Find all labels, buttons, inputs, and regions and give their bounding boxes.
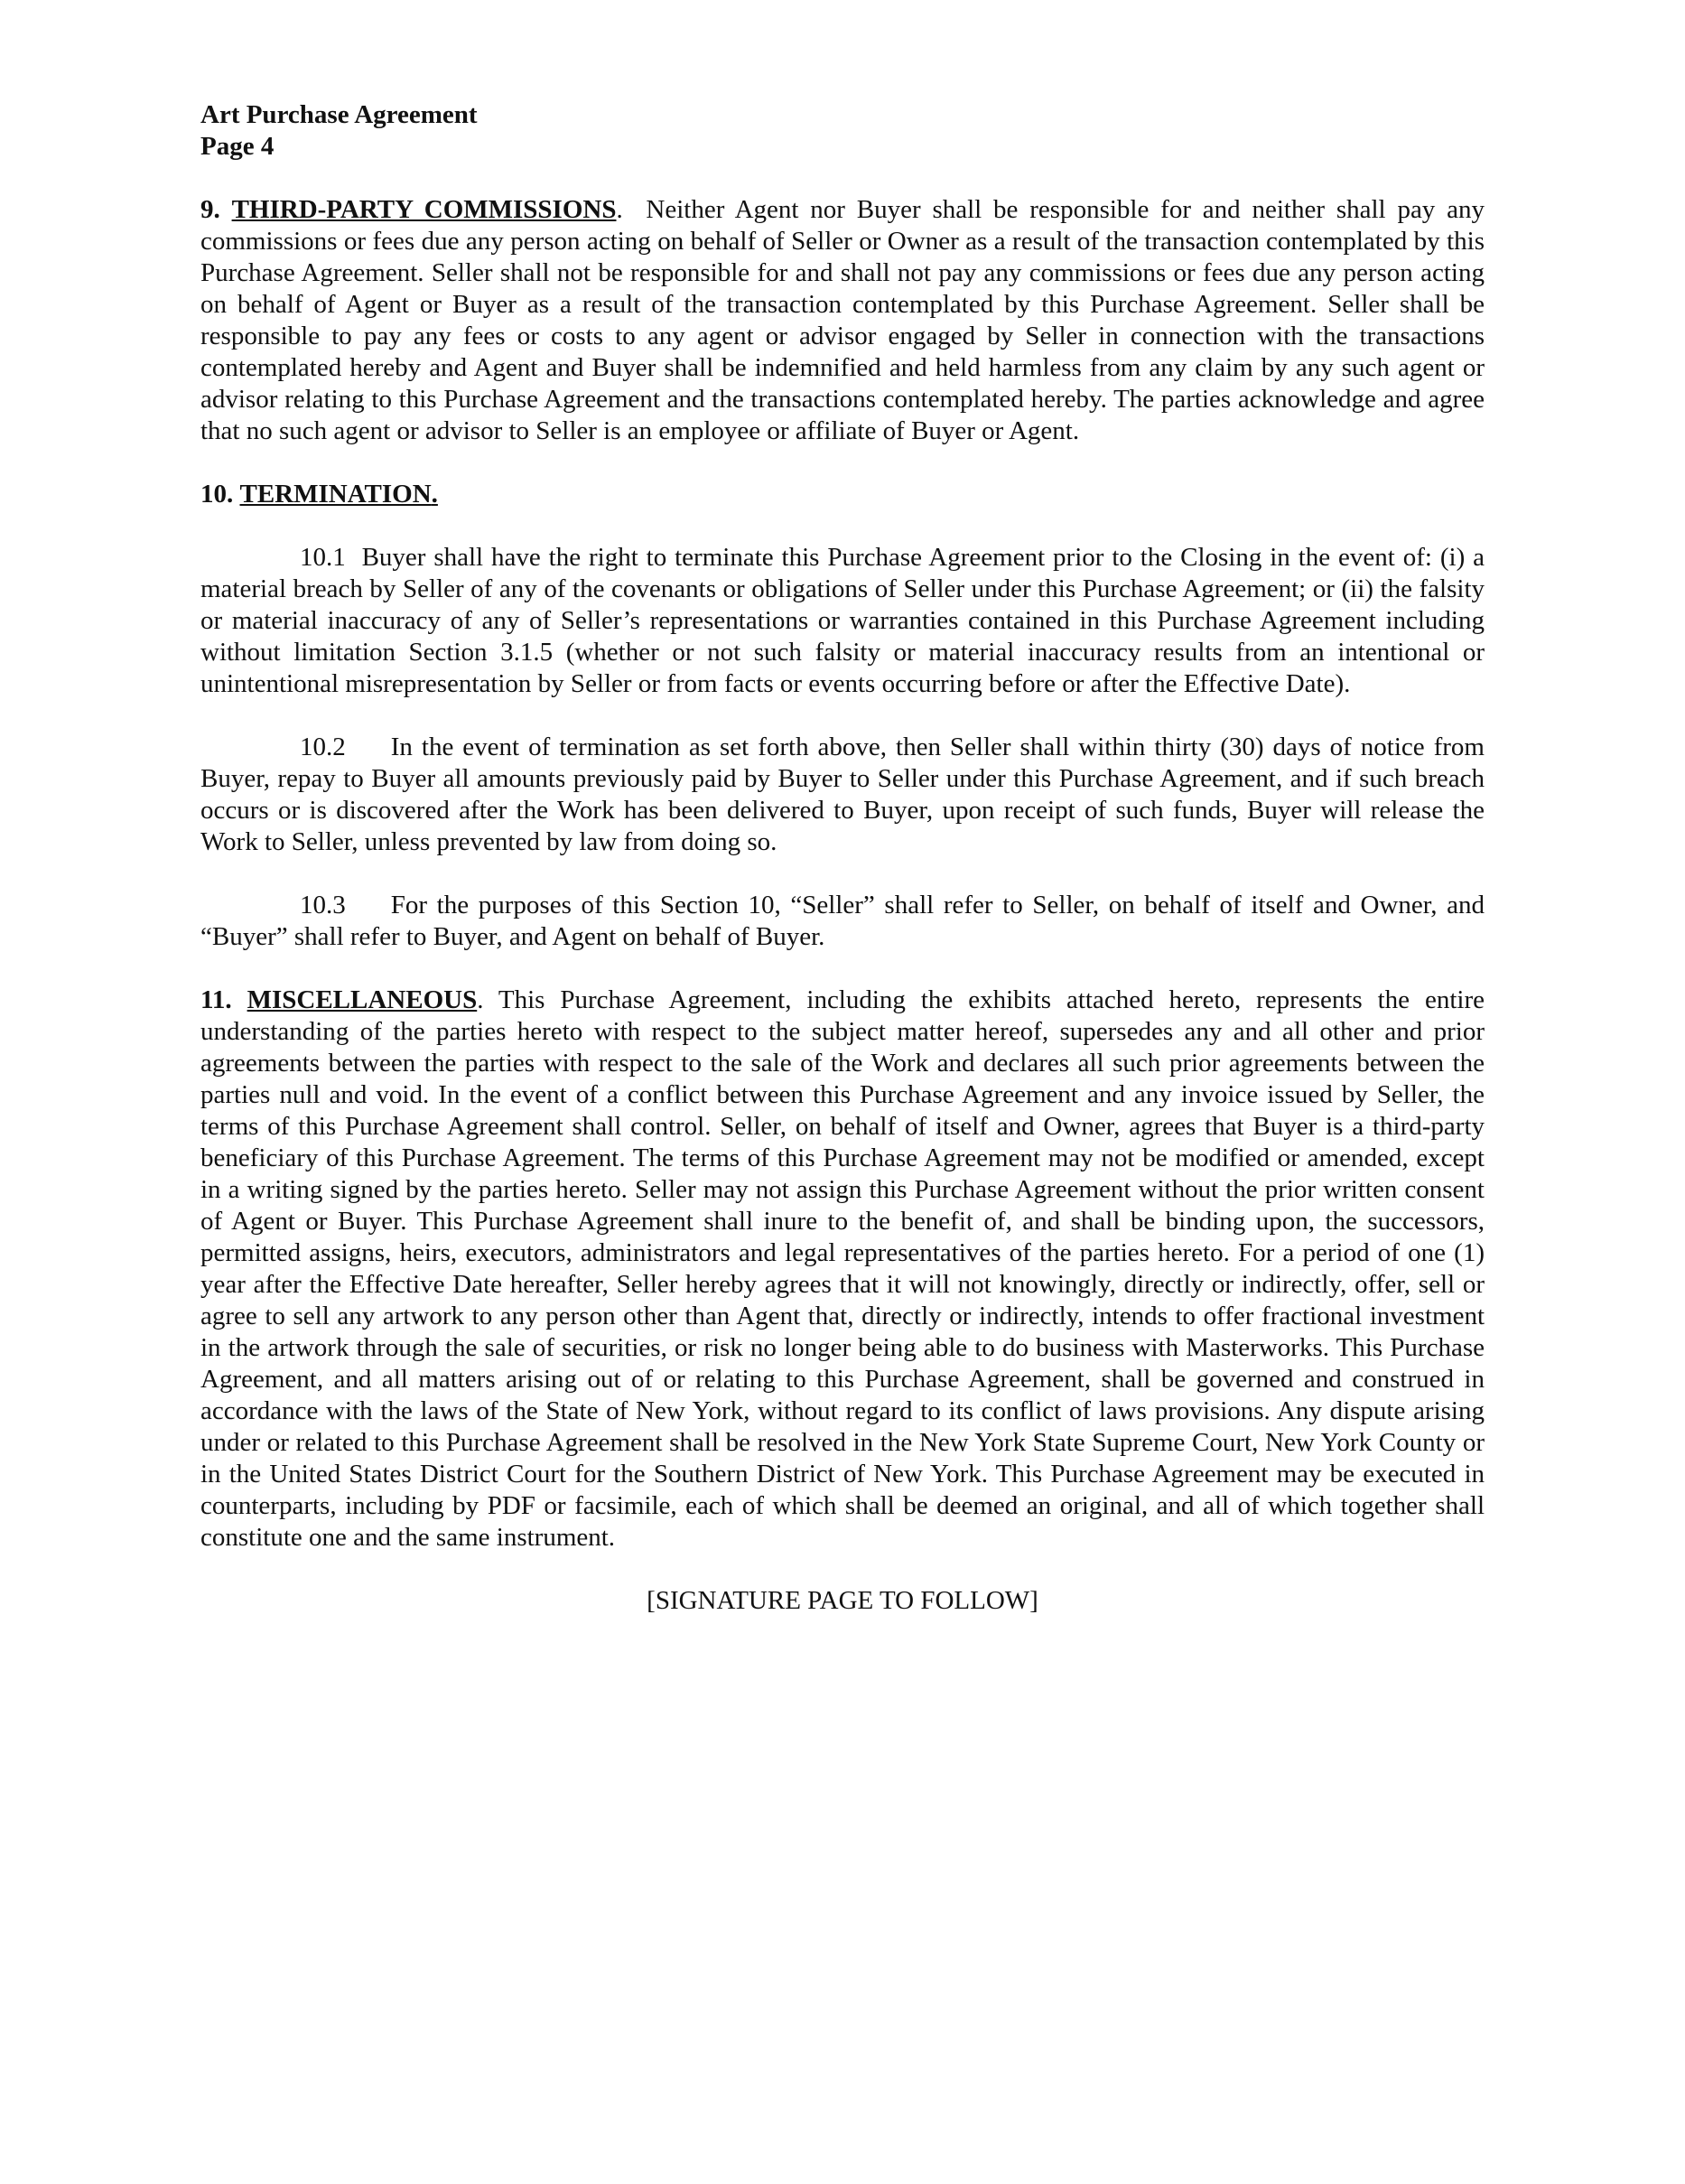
section-10-number: 10. bbox=[200, 480, 234, 509]
section-10-2-body: In the event of termination as set forth above, then Seller shall within thirty (30) days of notice from Buyer, repay to Buyer all amounts previously paid by Buyer to Seller under this Purchase Agreement, and if such breach occurs or is discovered after the Work has been delivered to Buyer, upon receipt of such funds, Buyer will release the Work to Seller, unless prevented by law from doing so. bbox=[200, 733, 1485, 856]
section-10-2-paragraph bbox=[200, 732, 1485, 858]
section-9-title: THIRD-PARTY COMMISSIONS bbox=[231, 195, 617, 224]
section-10-heading: 10. TERMINATION. bbox=[200, 480, 438, 509]
section-11-number: 11. bbox=[200, 985, 232, 1014]
section-9-paragraph: 9. THIRD-PARTY COMMISSIONS. Neither Agent nor Buyer shall be responsible for and neither shall pay any commissions or fees due any person acting on behalf of Seller or Owner as a result of the transaction contemplated by this Purchase Agreement. Seller shall not be responsible for and shall not pay any commissions or fees due any person acting on behalf of Agent or Buyer as a result of the transaction contemplated by this Purchase Agreement. Seller shall be responsible to pay any fees or costs to any agent or advisor engaged by Seller in connection with the transactions contemplated hereby and Agent and Buyer shall be indemnified and held harmless from any claim by any such agent or advisor relating to this Purchase Agreement and the transactions contemplated hereby. The parties acknowledge and agree that no such agent or advisor to Seller is an employee or affiliate of Buyer or Agent. bbox=[200, 195, 1485, 445]
section-10-3-body: For the purposes of this Section 10, “Seller” shall refer to Seller, on behalf of itself and Owner, and “Buyer” shall refer to Buyer, and Agent on behalf of Buyer. bbox=[200, 891, 1485, 951]
document-header bbox=[200, 99, 1485, 163]
section-9 bbox=[200, 194, 1485, 447]
section-10-3-number: 10.3 bbox=[300, 891, 346, 919]
document-title: Art Purchase Agreement bbox=[200, 100, 478, 129]
section-10-2-number: 10.2 bbox=[300, 733, 346, 761]
signature-note-block bbox=[200, 1585, 1485, 1617]
section-10-1-paragraph bbox=[200, 542, 1485, 700]
section-10-1-number: 10.1 bbox=[300, 543, 346, 572]
section-10-3-paragraph bbox=[200, 890, 1485, 953]
section-10-3 bbox=[200, 890, 1485, 953]
section-11 bbox=[200, 985, 1485, 1554]
signature-page-note: [SIGNATURE PAGE TO FOLLOW] bbox=[647, 1586, 1038, 1615]
page-number: Page 4 bbox=[200, 132, 275, 161]
section-10 bbox=[200, 479, 1485, 510]
section-10-1-body: Buyer shall have the right to terminate this Purchase Agreement prior to the Closing in the event of: (i) a material breach by Seller of any of the covenants or obligations of Seller under this Purchase Agreement; or (ii) the falsity or material inaccuracy of any of Seller’s representations or warranties contained in this Purchase Agreement including without limitation Section 3.1.5 (whether or not such falsity or material inaccuracy results from an intentional or unintentional misrepresentation by Seller or from facts or events occurring before or after the Effective Date). bbox=[200, 543, 1485, 698]
section-11-title: MISCELLANEOUS bbox=[247, 985, 478, 1014]
section-10-1 bbox=[200, 542, 1485, 700]
section-11-paragraph: 11. MISCELLANEOUS. This Purchase Agreement, including the exhibits attached hereto, represents the entire understanding of the parties hereto with respect to the subject matter hereof, supersedes any and all other and prior agreements between the parties with respect to the sale of the Work and declares all such prior agreements between the parties null and void. In the event of a conflict between this Purchase Agreement and any invoice issued by Seller, the terms of this Purchase Agreement shall control. Seller, on behalf of itself and Owner, agrees that Buyer is a third-party beneficiary of this Purchase Agreement. The terms of this Purchase Agreement may not be modified or amended, except in a writing signed by the parties hereto. Seller may not assign this Purchase Agreement without the prior written consent of Agent or Buyer. This Purchase Agreement shall inure to the benefit of, and shall be binding upon, the successors, permitted assigns, heirs, executors, administrators and legal representatives of the parties hereto. For a period of one (1) year after the Effective Date hereafter, Seller hereby agrees that it will not knowingly, directly or indirectly, offer, sell or agree to sell any artwork to any person other than Agent that, directly or indirectly, intends to offer fractional investment in the artwork through the sale of securities, or risk no longer being able to do business with Masterworks. This Purchase Agreement, and all matters arising out of or relating to this Purchase Agreement, shall be governed and construed in accordance with the laws of the State of New York, without regard to its conflict of laws provisions. Any dispute arising under or related to this Purchase Agreement shall be resolved in the New York State Supreme Court, New York County or in the United States District Court for the Southern District of New York. This Purchase Agreement may be executed in counterparts, including by PDF or facsimile, each of which shall be deemed an original, and all of which together shall constitute one and the same instrument. bbox=[200, 985, 1485, 1552]
section-11-body: This Purchase Agreement, including the exhibits attached hereto, represents the entire understanding of the parties hereto with respect to the subject matter hereof, supersedes any and all other and prior agreements between the parties with respect to the sale of the Work and declares all such prior agreements between the parties null and void. In the event of a conflict between this Purchase Agreement and any invoice issued by Seller, the terms of this Purchase Agreement shall control. Seller, on behalf of itself and Owner, agrees that Buyer is a third-party beneficiary of this Purchase Agreement. The terms of this Purchase Agreement may not be modified or amended, except in a writing signed by the parties hereto. Seller may not assign this Purchase Agreement without the prior written consent of Agent or Buyer. This Purchase Agreement shall inure to the benefit of, and shall be binding upon, the successors, permitted assigns, heirs, executors, administrators and legal representatives of the parties hereto. For a period of one (1) year after the Effective Date hereafter, Seller hereby agrees that it will not knowingly, directly or indirectly, offer, sell or agree to sell any artwork to any person other than Agent that, directly or indirectly, intends to offer fractional investment in the artwork through the sale of securities, or risk no longer being able to do business with Masterworks. This Purchase Agreement, and all matters arising out of or relating to this Purchase Agreement, shall be governed and construed in accordance with the laws of the State of New York, without regard to its conflict of laws provisions. Any dispute arising under or related to this Purchase Agreement shall be resolved in the New York State Supreme Court, New York County or in the United States District Court for the Southern District of New York. This Purchase Agreement may be executed in counterparts, including by PDF or facsimile, each of which shall be deemed an original, and all of which together shall constitute one and the same instrument. bbox=[200, 985, 1485, 1552]
section-10-2 bbox=[200, 732, 1485, 858]
section-10-title: TERMINATION bbox=[239, 480, 432, 509]
document-page bbox=[200, 99, 1485, 1617]
section-9-number: 9. bbox=[200, 195, 220, 224]
section-9-body: Neither Agent nor Buyer shall be responsible for and neither shall pay any commissions or fees due any person acting on behalf of Seller or Owner as a result of the transaction contemplated by this Purchase Agreement. Seller shall not be responsible for and shall not pay any commissions or fees due any person acting on behalf of Agent or Buyer as a result of the transaction contemplated by this Purchase Agreement. Seller shall be responsible to pay any fees or costs to any agent or advisor engaged by Seller in connection with the transactions contemplated hereby and Agent and Buyer shall be indemnified and held harmless from any claim by any such agent or advisor relating to this Purchase Agreement and the transactions contemplated hereby. The parties acknowledge and agree that no such agent or advisor to Seller is an employee or affiliate of Buyer or Agent. bbox=[200, 195, 1485, 445]
